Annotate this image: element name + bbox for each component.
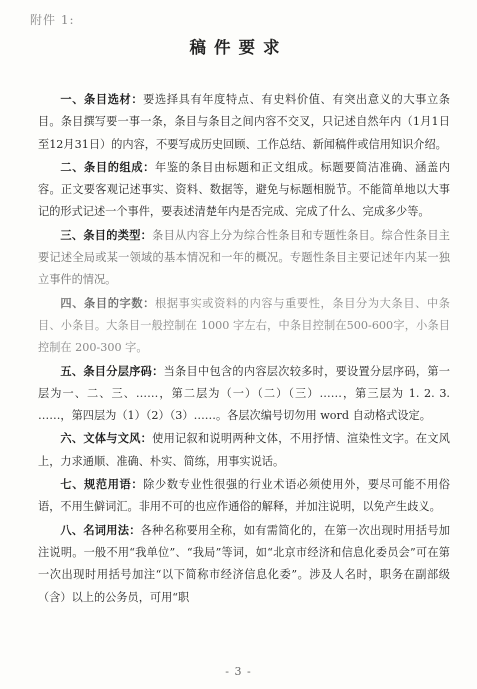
- section-heading: 四、条目的字数：: [60, 295, 155, 310]
- section-text: 要选择具有年度特点、有史料价值、有突出意义的大事立条目。条目撰写要一事一条，条目与条目之间内容不交叉，只记述自然年内（1月1日至12月31日）的内容，不要写成历史回顾、工作总结、新闻稿件或信用知识介绍。: [38, 93, 450, 151]
- section-nouns: [38, 519, 450, 609]
- section-heading: 七、规范用语：: [60, 477, 144, 492]
- document-title: 稿件要求: [189, 38, 288, 57]
- section-heading: 六、文体与文风：: [60, 431, 153, 446]
- section-heading: 三、条目的类型：: [60, 227, 153, 242]
- section-heading: 八、名词用法：: [60, 522, 141, 537]
- section-heading: 二、条目的组成：: [60, 159, 155, 174]
- section-text: 当条目中包含的内容层次较多时，要设置分层序码，第一层为一、二、三、……，第二层为（一）（二）（三）……，第三层为 1. 2. 3. ……，第四层为（1）（2）（3）……。各层次编号切勿用 word 自动格式设定。: [38, 364, 450, 423]
- section-heading: 一、条目选材：: [60, 92, 144, 106]
- section-style: [38, 427, 450, 473]
- page-number: - 3 -: [225, 665, 252, 678]
- section-text: 各种名称要用全称，如有需简化的，在第一次出现时用括号加注说明。一般不用“我单位”、“我局”等词，如“北京市经济和信息化委员会”可在第一次出现时用括号加注“以下简称市经济信息化委”。涉及人名时，职务在副部级（含）以上的公务员，可用“职: [38, 523, 450, 604]
- section-text: 根据事实或资料的内容与重要性，条目分为大条目、中条目、小条目。大条目一般控制在 1000 字左右，中条目控制在500-600字，小条目控制在 200-300 字。: [38, 296, 450, 355]
- section-text: 条目从内容上分为综合性条目和专题性条目。综合性条目主要记述全局或某一领域的基本情况和一年的概况。专题性条目主要记述年内某一独立事件的情况。: [38, 228, 450, 287]
- section-terminology: [38, 473, 450, 519]
- section-text: 除少数专业性很强的行业术语必须使用外，要尽可能不用俗语，不用生僻词汇。非用不可的也应作通俗的解释，并加注说明，以免产生歧义。: [38, 478, 450, 514]
- section-text: 年鉴的条目由标题和正文组成。标题要简洁准确、涵盖内容。正文要客观记述事实、资料、数据等，避免与标题相脱节。不能简单地以大事记的形式记述一个事件，要表述清楚年内是否完成、完成了什么、完成多少等。: [38, 160, 450, 219]
- section-composition: [38, 156, 450, 224]
- document-body: [38, 88, 450, 609]
- section-numbering: [38, 360, 450, 428]
- section-selection: [38, 88, 450, 156]
- section-heading: 五、条目分层序码：: [60, 363, 164, 378]
- section-word-count: [38, 292, 450, 360]
- section-text: 使用记叙和说明两种文体，不用抒情、渲染性文字。在文风上，力求通顺、准确、朴实、简练，用事实说话。: [38, 432, 450, 468]
- attachment-label: 附件 1:: [30, 13, 75, 27]
- section-types: [38, 224, 450, 292]
